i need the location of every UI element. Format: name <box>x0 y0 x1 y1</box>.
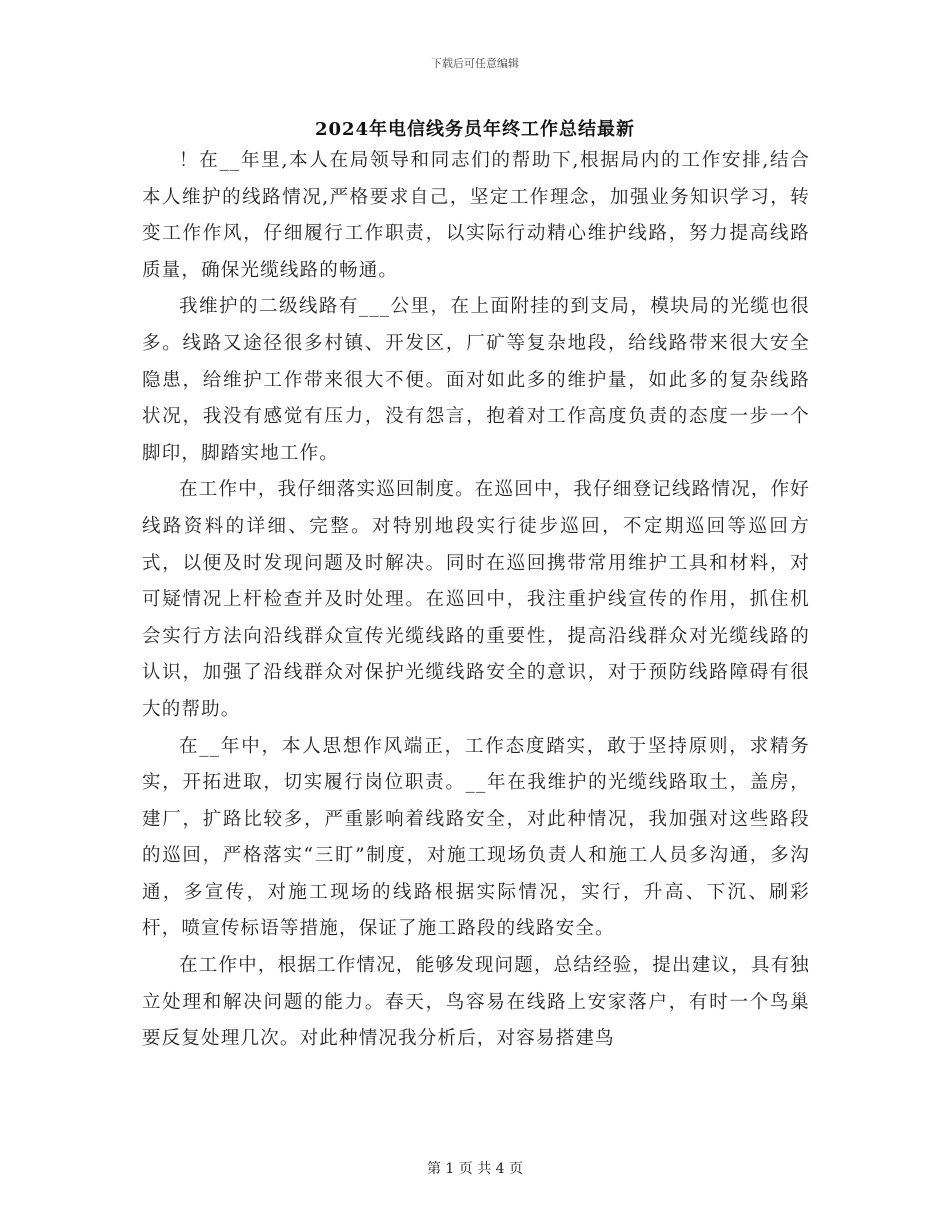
paragraph-1: ！在__年里,本人在局领导和同志们的帮助下,根据局内的工作安排,结合本人维护的线路情况,严格要求自己，坚定工作理念，加强业务知识学习，转变工作作风，仔细履行工作职责，以实际行动精心维护线路，努力提高线路质量，确保光缆线路的畅通。 <box>142 150 810 281</box>
header-note: 下载后可任意编辑 <box>431 57 519 70</box>
paragraph-5: 在工作中，根据工作情况，能够发现问题，总结经验，提出建议，具有独立处理和解决问题的能力。春天，鸟容易在线路上安家落户，有时一个鸟巢要反复处理几次。对此种情况我分析后，对容易搭建鸟 <box>142 955 810 1050</box>
paragraph-3: 在工作中，我仔细落实巡回制度。在巡回中，我仔细登记线路情况，作好线路资料的详细、完整。对特别地段实行徒步巡回，不定期巡回等巡回方式，以便及时发现问题及时解决。同时在巡回携带常用维护工具和材料，对可疑情况上杆检查并及时处理。在巡回中，我注重护线宣传的作用，抓住机会实行方法向沿线群众宣传光缆线路的重要性，提高沿线群众对光缆线路的认识，加强了沿线群众对保护光缆线路安全的意识，对于预防线路障碍有很大的帮助。 <box>142 479 810 720</box>
document-body <box>142 143 810 1058</box>
document-title: 2024年电信线务员年终工作总结最新 <box>314 119 636 140</box>
paragraph-4: 在__年中，本人思想作风端正，工作态度踏实，敢于坚持原则，求精务实，开拓进取，切实履行岗位职责。__年在我维护的光缆线路取土，盖房，建厂，扩路比较多，严重影响着线路安全，对此种情况，我加强对这些路段的巡回，严格落实“三盯”制度，对施工现场负责人和施工人员多沟通，多沟通，多宣传，对施工现场的线路根据实际情况，实行，升高、下沉、刷彩杆，喷宣传标语等措施，保证了施工路段的线路安全。 <box>142 735 810 940</box>
paragraph-2: 我维护的二级线路有___公里，在上面附挂的到支局，模块局的光缆也很多。线路又途径很多村镇、开发区，厂矿等复杂地段，给线路带来很大安全隐患，给维护工作带来很大不便。面对如此多的维护量，如此多的复杂线路状况，我没有感觉有压力，没有怨言，抱着对工作高度负责的态度一步一个脚印，脚踏实地工作。 <box>142 296 810 464</box>
page-number: 第 1 页 共 4 页 <box>426 1161 524 1177</box>
